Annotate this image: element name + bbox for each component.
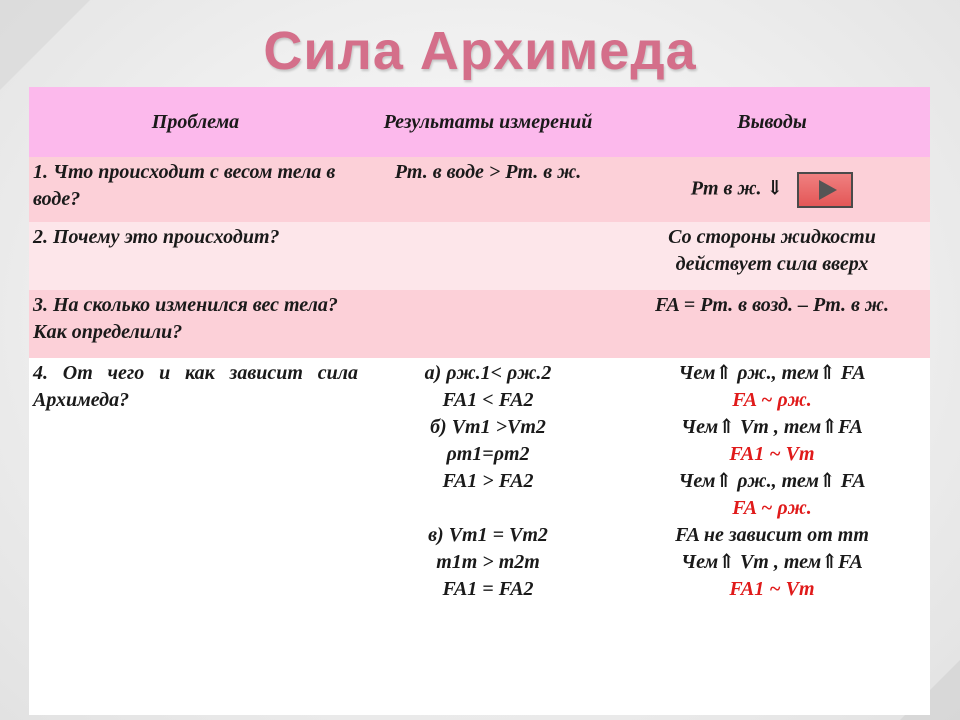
conclusion-line: FA не зависит от тт: [675, 524, 869, 546]
table-row: [29, 157, 930, 222]
result-line: а) ρж.1< ρж.2: [424, 362, 552, 384]
result-cell: [362, 222, 614, 290]
result-line: в) Vт1 = Vт2: [428, 524, 548, 546]
conclusion-line: Чем⇑ ρж., тем⇑ FA: [678, 362, 866, 384]
header-problem: Проблема: [29, 87, 362, 157]
play-button[interactable]: [797, 172, 853, 208]
conclusion-line: Чем⇑ Vт , тем⇑FA: [681, 416, 863, 438]
conclusion-line-red: FA1 ~ Vт: [729, 578, 815, 600]
archimedes-table: [29, 87, 930, 715]
result-line: ρт1=ρт2: [446, 443, 530, 465]
result-line: FA1 = FA2: [442, 578, 534, 600]
conclusion-text: Рт в ж. ⇓: [690, 177, 784, 200]
play-icon: [819, 180, 837, 200]
result-line: FA1 < FA2: [442, 389, 534, 411]
header-results: Результаты измерений: [362, 87, 614, 157]
conclusion-cell: FA = Рт. в возд. – Рт. в ж.: [614, 290, 930, 358]
conclusion-cell: Со стороны жидкости действует сила вверх: [614, 222, 930, 290]
result-cell: [362, 290, 614, 358]
result-cell: [362, 358, 614, 605]
problem-cell: 2. Почему это происходит?: [29, 222, 362, 290]
conclusion-line-red: FA ~ ρж.: [732, 389, 812, 411]
table-row: [29, 222, 930, 290]
conclusion-cell: [614, 358, 930, 605]
conclusion-line: Чем⇑ Vт , тем⇑FA: [681, 551, 863, 573]
problem-cell: 3. На сколько изменился вес тела? Как определили?: [29, 290, 362, 358]
conclusion-cell: [614, 157, 930, 222]
result-line: [366, 495, 610, 522]
slide-title: Сила Архимеда: [263, 21, 697, 81]
conclusion-line-red: FA ~ ρж.: [732, 497, 812, 519]
result-line: б) Vт1 >Vт2: [430, 416, 546, 438]
table-row: [29, 290, 930, 358]
problem-cell: 1. Что происходит с весом тела в воде?: [29, 157, 362, 222]
header-conclusions: Выводы: [614, 87, 930, 157]
problem-cell: 4. От чего и как зависит сила Архимеда?: [29, 358, 362, 605]
table-header-row: [29, 87, 930, 157]
conclusion-line: Чем⇑ ρж., тем⇑ FA: [678, 470, 866, 492]
conclusion-line-red: FA1 ~ Vт: [729, 443, 815, 465]
result-cell: Рт. в воде > Рт. в ж.: [362, 157, 614, 222]
result-line: т1т > т2т: [436, 551, 540, 573]
result-line: FA1 > FA2: [442, 470, 534, 492]
table-row: [29, 358, 930, 605]
